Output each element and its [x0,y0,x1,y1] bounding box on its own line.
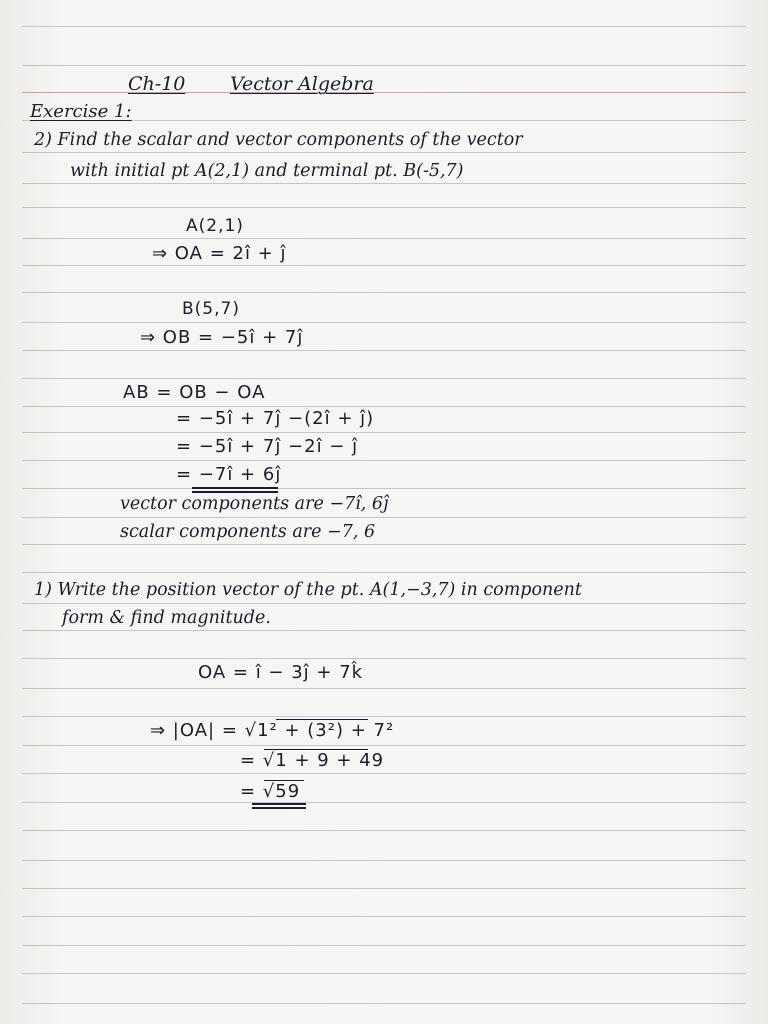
q1-magnitude-step2: = √1 + 9 + 49 [240,750,385,771]
ruled-line [22,432,746,433]
q2-point-a: A(2,1) [186,216,244,236]
ruled-line [22,830,746,831]
ruled-line [22,152,746,153]
ruled-line [22,207,746,208]
ruled-line [22,26,746,27]
ruled-line [22,860,746,861]
ruled-line [22,265,746,266]
ruled-line [22,745,746,746]
ruled-line [22,802,746,803]
q2-prompt-line1: 2) Find the scalar and vector components of the vector [34,130,523,150]
q2-vector-components: vector components are −7î, 6ĵ [120,494,389,514]
ruled-line [22,65,746,66]
ruled-line [22,460,746,461]
q1-oa-equation: OA = î − 3ĵ + 7k̂ [198,662,364,683]
ruled-line [22,406,746,407]
q1-magnitude-result: = √59 [240,781,301,802]
radical-bar [264,780,304,781]
ruled-line [22,322,746,323]
result-underline [192,491,278,493]
q2-scalar-components: scalar components are −7, 6 [120,522,376,542]
ruled-line [22,688,746,689]
chapter-number: Ch-10 [128,73,186,95]
q1-prompt-line1: 1) Write the position vector of the pt. A(1,−3,7) in component [34,580,582,600]
ruled-line [22,544,746,545]
ruled-line [22,378,746,379]
q2-prompt-line2: with initial pt A(2,1) and terminal pt. B(-5,7) [70,161,464,181]
ruled-line [22,658,746,659]
result-underline [252,803,306,805]
ruled-line [22,350,746,351]
ruled-line [22,1003,746,1004]
ruled-line [22,773,746,774]
ruled-line [22,488,746,489]
ruled-line [22,945,746,946]
ruled-line [22,238,746,239]
q2-ob-equation: ⇒ OB = −5î + 7ĵ [140,327,304,348]
result-underline [192,487,278,489]
q2-ab-step3: = −5î + 7ĵ −2î − ĵ [176,436,359,457]
q2-oa-equation: ⇒ OA = 2î + ĵ [152,243,287,264]
ruled-line [22,716,746,717]
ruled-line [22,183,746,184]
ruled-line [22,973,746,974]
ruled-line [22,572,746,573]
ruled-line [22,603,746,604]
result-underline [252,807,306,809]
ruled-line [22,630,746,631]
exercise-heading: Exercise 1: [30,101,132,122]
q1-prompt-line2: form & find magnitude. [62,608,271,628]
q2-ab-result: = −7î + 6ĵ [176,464,282,485]
radical-bar [276,719,368,720]
chapter-title: Vector Algebra [230,73,374,95]
radical-bar [264,749,368,750]
q2-ab-step2: = −5î + 7ĵ −(2î + ĵ) [176,408,375,429]
q2-ab-step1: AB = OB − OA [123,382,266,403]
ruled-line [22,888,746,889]
ruled-line [22,517,746,518]
q2-point-b: B(5,7) [182,299,240,319]
ruled-line [22,292,746,293]
ruled-line [22,916,746,917]
q1-magnitude-step1: ⇒ |OA| = √1² + (3²) + 7² [150,720,395,741]
